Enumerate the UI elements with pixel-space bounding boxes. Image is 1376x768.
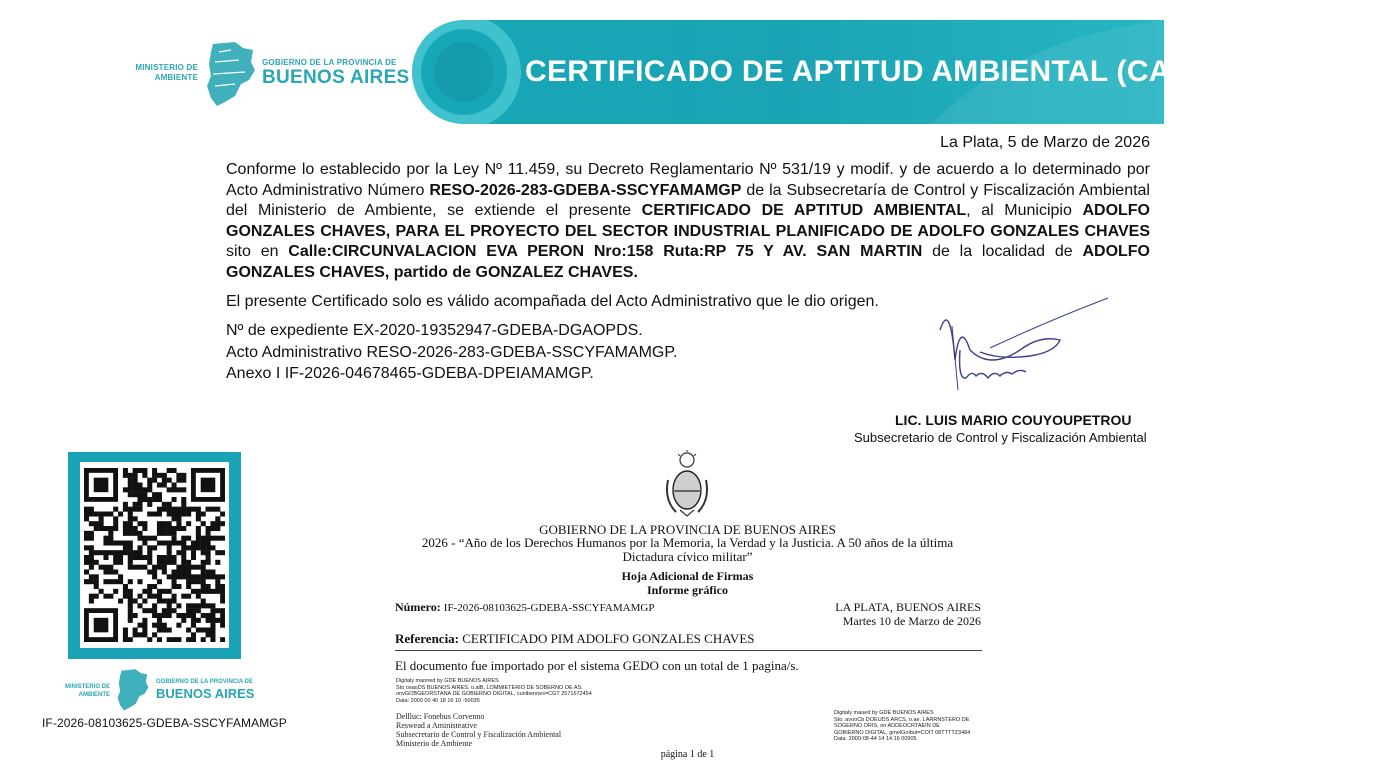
- acto-ref: Acto Administrativo RESO-2026-283-GDEBA-SSCYFAMAMGP.: [226, 343, 678, 361]
- buenos-aires-map-logo: [205, 40, 257, 110]
- annex-year-motto: 2026 - “Año de los Derechos Humanos por la Memoria, la Verdad y la Justicia. A 50 años de la última Dictadura cívico militar”: [421, 535, 954, 564]
- annex-lugar: LA PLATA, BUENOS AIRES: [835, 600, 981, 614]
- signatory-role: Subsecretario de Control y Fiscalización Ambiental: [854, 430, 1147, 445]
- annex-informe: Informe gráfico: [647, 583, 728, 597]
- issue-date: La Plata, 5 de Marzo de 2026: [940, 134, 1150, 151]
- body-paragraph-1: Conforme lo establecido por la Ley Nº 11.459, su Decreto Reglamentario Nº 531/19 y modif. y de acuerdo a lo determinado por Acto Administrativo Número RESO-2026-283-GDEBA-SSCYFAMAMGP de la Subsecretaría de Control y Fiscalización Ambiental del Ministerio de Ambiente, se extiende el presente CERTIFICADO DE APTITUD AMBIENTAL, al Municipio ADOLFO GONZALES CHAVES, PARA EL PROYECTO DEL SECTOR INDUSTRIAL PLANIFICADO DE ADOLFO GONZALES CHAVES sito en Calle:CIRCUNVALACION EVA PERON Nro:158 Ruta:RP 75 Y AV. SAN MARTIN de la localidad de ADOLFO GONZALES CHAVES, partido de GONZALEZ CHAVES.: [226, 161, 1150, 281]
- digital-signature-right: Digitaly maued by GDE BUENOS AIRES Sto. avooCb DOEUDS ARCS, o.ae. LARRNSTERO DE SOGERNO ORIS, on ADDEOCRTAEIN DE GOBIERNO DIGITAL, gmelGnibut=COIT 08TTTTZ3484 Data. 2000-08-44 14 14.16 00905: [834, 710, 971, 743]
- expediente-ref: Nº de expediente EX-2020-19352947-GDEBA-DGAOPDS.: [226, 322, 643, 339]
- buenos-aires-map-logo-small: [116, 668, 150, 713]
- annex-fecha: Martes 10 de Marzo de 2026: [842, 614, 981, 628]
- ministerio-label: MINISTERIO DE AMBIENTE: [135, 63, 198, 82]
- handwritten-signature: [930, 290, 1120, 410]
- annex-gedo-note: El documento fue importado por el sistema GEDO con un total de 1 pagina/s.: [395, 658, 799, 673]
- page-title: CERTIFICADO DE APTITUD AMBIENTAL (CAA): [525, 55, 1204, 88]
- gobierno-big-label-2: BUENOS AIRES: [156, 686, 255, 701]
- annex-hoja: Hoja Adicional de Firmas: [621, 569, 754, 583]
- page-counter: página 1 de 1: [660, 749, 715, 760]
- gobierno-small-label-2: GOBIERNO DE LA PROVINCIA DE: [156, 679, 253, 685]
- gobierno-small-label: GOBIERNO DE LA PROVINCIA DE: [262, 58, 397, 67]
- coat-of-arms-icon: [662, 450, 712, 518]
- body-paragraph-2: El presente Certificado solo es válido acompañada del Acto Administrativo que le dio origen.: [226, 292, 879, 310]
- annex-heading: [395, 569, 980, 597]
- qr-code-icon[interactable]: [84, 468, 225, 642]
- signatory-name: LIC. LUIS MARIO COUYOUPETROU: [895, 412, 1132, 428]
- gobierno-big-label: BUENOS AIRES: [262, 67, 410, 88]
- annex-place-date: [835, 600, 981, 628]
- digital-signature-left: Digitaly manned by GDE BUENOS AIRES Sto osaoDS BUENOS AIRES, o.alB, LOMMIETERIO DE SOBERNO OE AS. onvGOBGEORSTANA DE GOBIERNO DIGITAL, cunibennes=CGT 2571672454 Data: 2000 00 40 18 16 10 -50035: [396, 678, 592, 704]
- references: [226, 320, 677, 385]
- ministerio-label-small: MINISTERIO DE AMBIENTE: [64, 684, 110, 698]
- annex-numero: Número: IF-2026-08103625-GDEBA-SSCYFAMAMGP: [395, 600, 655, 614]
- document-id: IF-2026-08103625-GDEBA-SSCYFAMAMGP: [42, 716, 287, 730]
- divider: [395, 650, 982, 651]
- anexo-ref: Anexo I IF-2026-04678465-GDEBA-DPEIAMAMGP.: [226, 365, 594, 382]
- signer-block-left: Dellluc: Fonehus Corvenno Reswead a Aministeative Subsecretario de Control y Fiscalización Ambiental Ministerio de Ambiente: [396, 712, 562, 748]
- annex-government: GOBIERNO DE LA PROVINCIA DE BUENOS AIRES: [539, 522, 836, 537]
- annex-referencia: Referencia: CERTIFICADO PIM ADOLFO GONZALES CHAVES: [395, 631, 755, 646]
